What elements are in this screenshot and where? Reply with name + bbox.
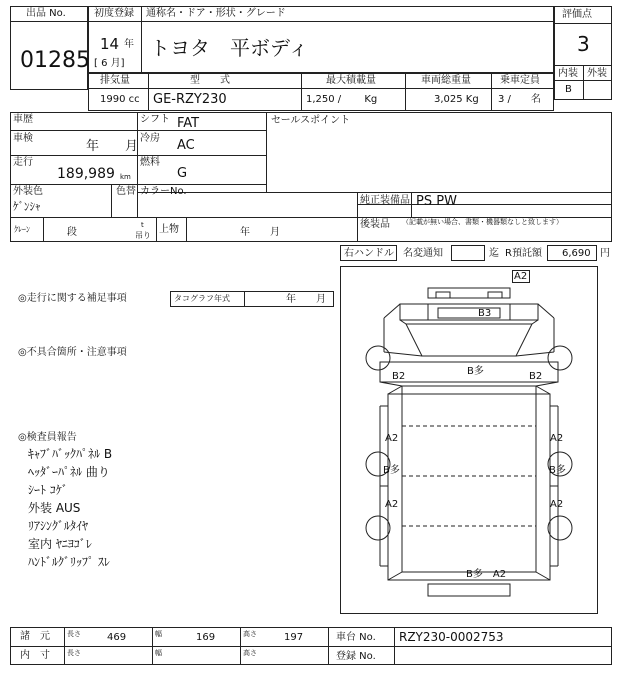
crane-ton: t bbox=[141, 221, 144, 229]
report-line: ｼｰﾄ ｺｹﾞ bbox=[28, 483, 68, 497]
lot-label: 出品 No. bbox=[26, 8, 66, 19]
inner-length-label: 長さ bbox=[67, 649, 81, 657]
car-name: トヨタ 平ボディ bbox=[150, 36, 309, 60]
damage-mark: B2 bbox=[529, 371, 543, 382]
width-value: 169 bbox=[196, 632, 216, 643]
max-load-value: 1,250 / Kg bbox=[306, 94, 378, 105]
color-label: 外装色 bbox=[13, 186, 43, 197]
color-code-label: カラーNo. bbox=[140, 186, 187, 197]
shift-value: FAT bbox=[177, 116, 200, 131]
lot-number: 01285 bbox=[20, 48, 90, 73]
gross-weight-label: 車両総重量 bbox=[421, 75, 471, 86]
gross-weight-value: 3,025 Kg bbox=[434, 94, 479, 105]
inner-width-label: 幅 bbox=[155, 649, 162, 657]
equipment-value: PS PW bbox=[416, 194, 457, 209]
tachograph-label: タコグラフ年式 bbox=[174, 294, 230, 303]
recycle-unit: 円 bbox=[600, 248, 610, 259]
driving-remarks-label: ◎走行に関する補足事項 bbox=[18, 293, 127, 304]
inner-dims-label: 内 寸 bbox=[20, 650, 50, 661]
crane-lift: 吊り bbox=[135, 231, 151, 240]
crane-stage: 段 bbox=[67, 227, 77, 238]
mileage-value: 189,989 bbox=[57, 166, 115, 182]
inspector-report-label: ◎検査員報告 bbox=[18, 432, 77, 443]
capacity-label: 乗車定員 bbox=[500, 75, 540, 86]
selling-points-label: セールスポイント bbox=[271, 115, 351, 126]
color-change-label: 色替 bbox=[116, 186, 136, 197]
crane-label: ｸﾚｰﾝ bbox=[14, 225, 30, 234]
damage-mark: B多 A2 bbox=[466, 569, 507, 580]
aftermarket-note: （記載が無い場合、書類・機器類なしと致します） bbox=[402, 218, 563, 226]
aftermarket-label: 後装品 bbox=[360, 219, 390, 230]
tachograph-date: 年 月 bbox=[286, 294, 326, 305]
report-line: ﾍｯﾀﾞｰﾊﾟﾈﾙ 曲り bbox=[28, 465, 110, 479]
damage-mark: A2 bbox=[550, 499, 564, 510]
dims-label: 諸 元 bbox=[20, 631, 50, 642]
mileage-unit: km bbox=[120, 173, 131, 181]
inspection-label: 車検 bbox=[13, 133, 33, 144]
damage-mark: A2 bbox=[385, 433, 399, 444]
car-name-label: 通称名・ドア・形状・グレード bbox=[146, 8, 286, 19]
fuel-value: G bbox=[177, 166, 188, 181]
exterior-label: 外装 bbox=[587, 68, 607, 79]
length-value: 469 bbox=[107, 632, 127, 643]
damage-mark: B多 bbox=[383, 465, 400, 476]
recycle-value: 6,690 bbox=[562, 248, 591, 259]
chassis-label: 車台 No. bbox=[336, 632, 376, 643]
name-change-label: 名変通知 bbox=[403, 248, 443, 259]
report-line: 室内 ﾔﾆﾖｺﾞﾚ bbox=[28, 537, 92, 551]
height-value: 197 bbox=[284, 632, 304, 643]
mileage-label: 走行 bbox=[13, 157, 33, 168]
shift-label: シフト bbox=[140, 114, 170, 125]
damage-mark: B多 bbox=[467, 366, 484, 377]
damage-mark: A2 bbox=[514, 271, 528, 282]
width-label: 幅 bbox=[155, 630, 162, 638]
damage-mark: A2 bbox=[385, 499, 399, 510]
upper-body-label: 上物 bbox=[159, 224, 179, 235]
capacity-value: 3 / 名 bbox=[498, 94, 541, 105]
reg-month: [ 6 月] bbox=[94, 58, 125, 69]
history-label: 車歴 bbox=[13, 114, 33, 125]
deadline-label: 迄 bbox=[489, 248, 499, 259]
report-line: 外装 AUS bbox=[28, 501, 81, 515]
chassis-number: RZY230-0002753 bbox=[399, 630, 504, 644]
report-line: ﾊﾝﾄﾞﾙｸﾞﾘｯﾌﾟ ｽﾚ bbox=[28, 555, 110, 569]
report-line: ｷｬﾌﾞﾊﾞｯｸﾊﾟﾈﾙ B bbox=[28, 447, 113, 461]
damage-mark: B多 bbox=[549, 465, 566, 476]
reg-year: 14 bbox=[100, 35, 120, 53]
model-value: GE-RZY230 bbox=[153, 92, 227, 107]
displacement-value: 1990 cc bbox=[100, 94, 140, 105]
inspection-date: 年 月 bbox=[86, 139, 139, 154]
equipment-label: 純正装備品 bbox=[360, 195, 410, 206]
color-value: ｹﾞﾝｼｬ bbox=[13, 200, 41, 213]
name-change-box bbox=[451, 245, 485, 261]
damage-mark: A2 bbox=[550, 433, 564, 444]
recycle-label: R預託額 bbox=[505, 248, 542, 259]
length-label: 長さ bbox=[67, 630, 81, 638]
inner-height-label: 高さ bbox=[243, 649, 257, 657]
overall-grade: 3 bbox=[577, 32, 590, 56]
ac-label: 冷房 bbox=[140, 133, 160, 144]
damage-mark: B2 bbox=[392, 371, 406, 382]
defects-label: ◎不具合箇所・注意事項 bbox=[18, 347, 127, 358]
displacement-label: 排気量 bbox=[100, 75, 130, 86]
grade-label: 評価点 bbox=[562, 9, 592, 20]
max-load-label: 最大積載量 bbox=[326, 75, 376, 86]
reg-year-unit: 年 bbox=[124, 39, 134, 50]
fuel-label: 燃料 bbox=[140, 157, 160, 168]
damage-mark: B3 bbox=[478, 308, 492, 319]
handle-value: 右ハンドル bbox=[344, 248, 394, 259]
interior-grade: B bbox=[565, 84, 572, 95]
ac-value: AC bbox=[177, 138, 195, 153]
upper-body-date: 年 月 bbox=[240, 227, 280, 238]
height-label: 高さ bbox=[243, 630, 257, 638]
registration-label: 登録 No. bbox=[336, 651, 376, 662]
interior-label: 内装 bbox=[558, 68, 578, 79]
model-label: 型 式 bbox=[190, 75, 230, 86]
first-reg-label: 初度登録 bbox=[94, 8, 134, 19]
report-line: ﾘｱｼﾝｸﾞﾙﾀｲﾔ bbox=[28, 519, 89, 533]
